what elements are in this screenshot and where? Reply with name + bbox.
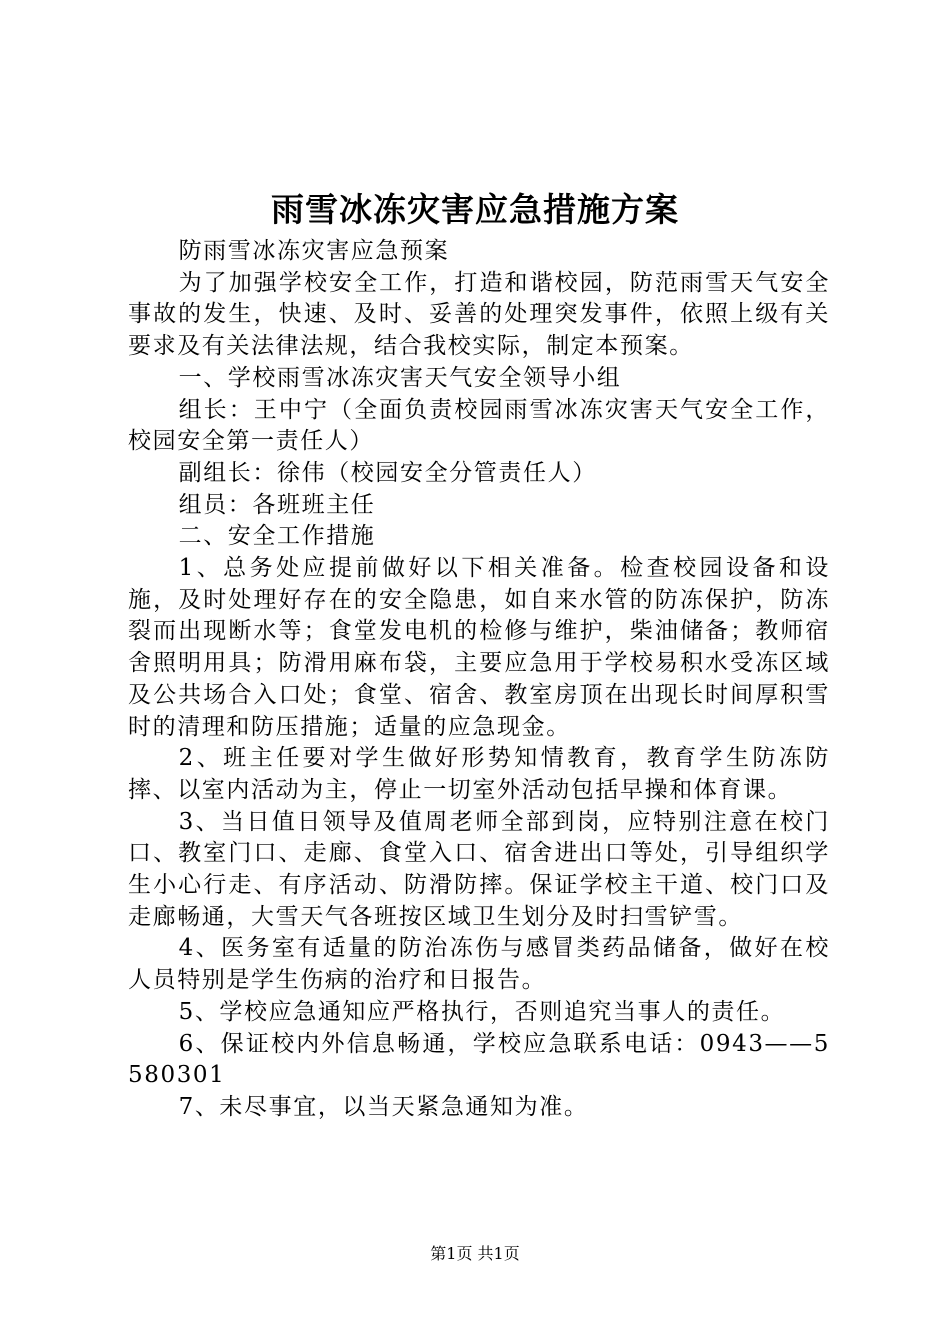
paragraph-deputy-leader: 副组长：徐伟（校园安全分管责任人） <box>178 459 597 486</box>
paragraph-section-one-heading: 一、学校雨雪冰冻灾害天气安全领导小组 <box>178 364 622 391</box>
paragraph-measure-7: 7、未尽事宜，以当天紧急通知为准。 <box>178 1093 589 1120</box>
paragraph-measure-1: 1、总务处应提前做好以下相关准备。检查校园设备和设施，及时处理好存在的安全隐患，如自来水管的防冻保护，防冻裂而出现断水等；食堂发电机的检修与维护，柴油储备；教师宿舍照明用具；防滑用麻布袋，主要应急用于学校易积水受冻区域及公共场合入口处；食堂、宿舍、教室房顶在出现长时间厚积雪时的清理和防压措施；适量的应急现金。 <box>128 555 830 740</box>
paragraph-measure-2: 2、班主任要对学生做好形势知情教育，教育学生防冻防摔、以室内活动为主，停止一切室外活动包括早操和体育课。 <box>128 745 830 803</box>
paragraph-measure-4: 4、医务室有适量的防治冻伤与感冒类药品储备，做好在校人员特别是学生伤病的治疗和日报告。 <box>128 935 830 994</box>
paragraph-measure-5: 5、学校应急通知应严格执行，否则追究当事人的责任。 <box>178 998 786 1025</box>
paragraph-section-two-heading: 二、安全工作措施 <box>178 523 376 550</box>
paragraph-measure-3: 3、当日值日领导及值周老师全部到岗，应特别注意在校门口、教室门口、走廊、食堂入口、宿舍进出口等处，引导组织学生小心行走、有序活动、防滑防摔。保证学校主干道、校门口及走廊畅通，大雪天气各班按区域卫生划分及时扫雪铲雪。 <box>128 808 830 930</box>
page-footer: 第1页 共1页 <box>430 1244 520 1263</box>
paragraph-intro: 为了加强学校安全工作，打造和谐校园，防范雨雪天气安全事故的发生，快速、及时、妥善的处理突发事件，依照上级有关要求及有关法律法规，结合我校实际，制定本预案。 <box>128 269 830 360</box>
document-body <box>128 236 830 1124</box>
paragraph-plan-name: 防雨雪冰冻灾害应急预案 <box>178 238 450 264</box>
paragraph-members: 组员：各班班主任 <box>178 491 376 518</box>
document-title: 雨雪冰冻灾害应急措施方案 <box>271 190 679 229</box>
paragraph-measure-6: 6、保证校内外信息畅通，学校应急联系电话：0943——5580301 <box>128 1030 830 1089</box>
paragraph-group-leader: 组长：王中宁（全面负责校园雨雪冰冻灾害天气安全工作，校园安全第一责任人） <box>128 396 830 455</box>
